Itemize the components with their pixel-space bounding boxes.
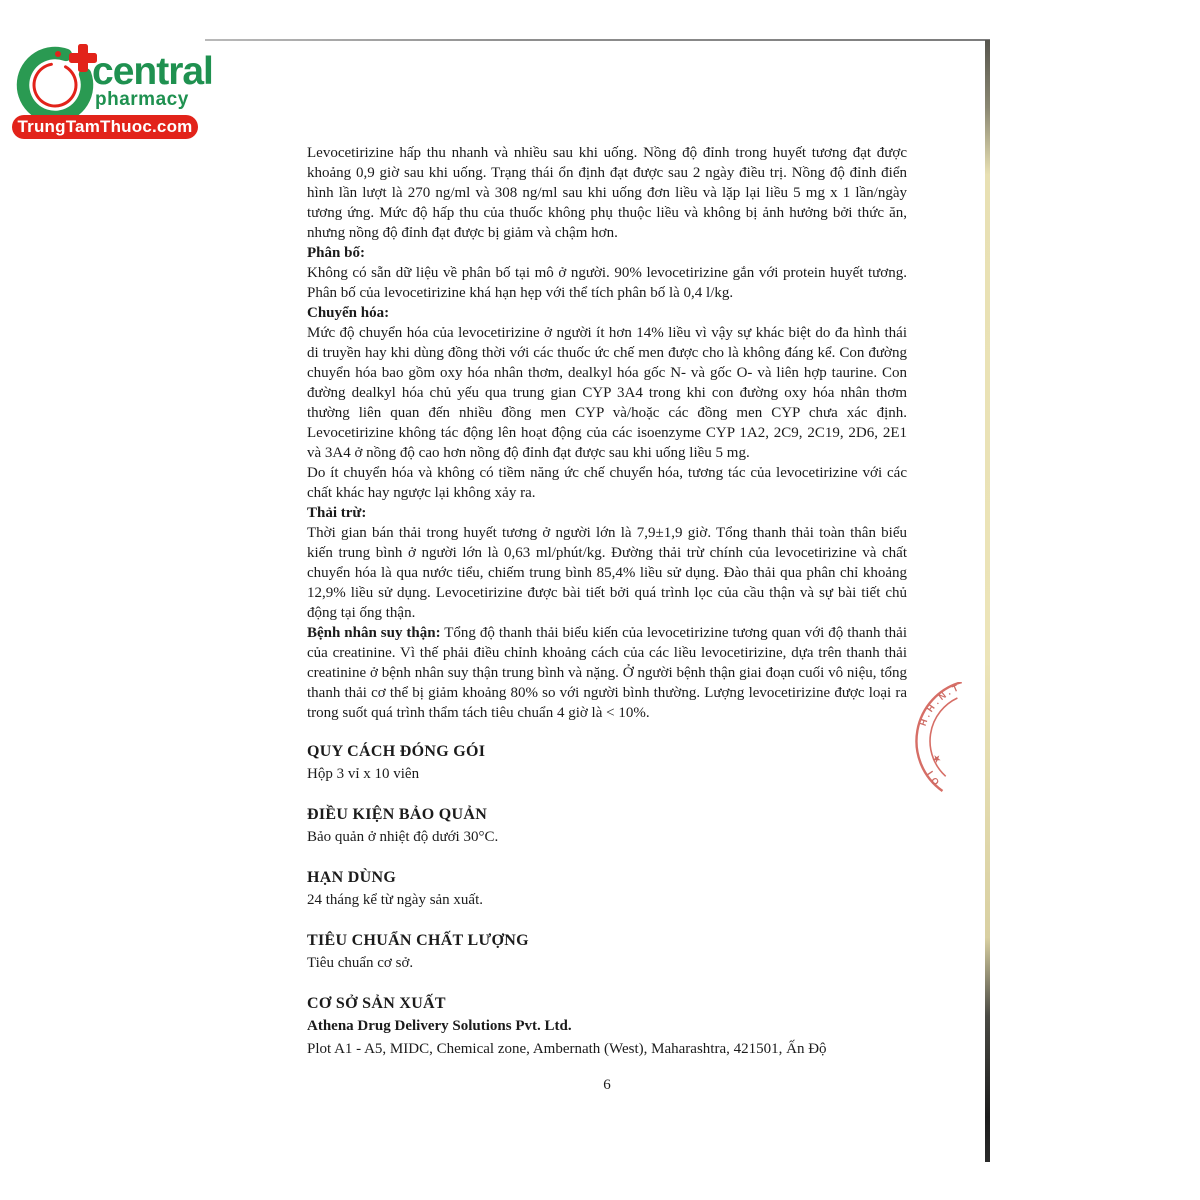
paragraph-chuyen-hoa-2: Do ít chuyển hóa và không có tiềm năng ức chế chuyển hóa, tương tác của levocetirizine với các chất khác hay ngược lại không xảy ra. — [307, 465, 907, 501]
section-packaging — [307, 740, 907, 786]
manufacturer-address: Plot A1 - A5, MIDC, Chemical zone, Ambernath (West), Maharashtra, 421501, Ấn Độ — [307, 1041, 827, 1057]
section-quality-standard-body: Tiêu chuẩn cơ sở. — [307, 955, 414, 971]
central-pharmacy-logo — [10, 34, 225, 144]
logo-website-badge: TrungTamThuoc.com — [12, 115, 198, 139]
manufacturer-name: Athena Drug Delivery Solutions Pvt. Ltd. — [307, 1018, 572, 1034]
svg-text:I: I — [925, 769, 936, 777]
section-packaging-title: QUY CÁCH ĐÓNG GÓI — [307, 743, 486, 760]
section-storage-title: ĐIỀU KIỆN BẢO QUẢN — [307, 806, 488, 823]
heading-suy-than: Bệnh nhân suy thận: — [307, 625, 441, 641]
red-seal-stamp-icon — [910, 682, 978, 798]
document-text — [307, 143, 907, 1095]
section-shelf-life-title: HẠN DÙNG — [307, 869, 397, 886]
page-top-edge — [205, 39, 990, 41]
svg-text:.: . — [931, 697, 941, 707]
svg-text:.: . — [945, 686, 953, 697]
section-quality-standard-title: TIÊU CHUẨN CHẤT LƯỢNG — [307, 932, 529, 949]
section-shelf-life-body: 24 tháng kể từ ngày sản xuất. — [307, 892, 484, 908]
svg-text:H: H — [924, 702, 937, 714]
paragraph-thai-tru: Thời gian bán thải trong huyết tương ở người lớn là 7,9±1,9 giờ. Tổng thanh thải toàn thân biểu kiến trung bình ở người lớn là 0,63 ml/phút/kg. Đường thải trừ chính của levocetirizine và chất chuyển hóa là qua nước tiểu, chiếm trung bình 85,4% liều sử dụng. Đào thải qua phân chỉ khoảng 12,9% liều sử dụng. Levocetirizine được bài tiết bởi quá trình lọc của cầu thận và sự bài tiết chủ động tại ống thận. — [307, 525, 907, 621]
svg-text:H: H — [917, 717, 930, 728]
svg-text:.: . — [921, 711, 932, 719]
page-number: 6 — [603, 1077, 611, 1093]
section-storage-body: Bảo quản ở nhiệt độ dưới 30°C. — [307, 829, 499, 845]
section-shelf-life — [307, 866, 907, 912]
paragraph-phan-bo: Không có sẵn dữ liệu về phân bố tại mô ở người. 90% levocetirizine gắn với protein huyết tương. Phân bố của levocetirizine khá hạn hẹp với thể tích phân bố là 0,4 l/kg. — [307, 265, 907, 301]
paragraph-chuyen-hoa: Mức độ chuyển hóa của levocetirizine ở người ít hơn 14% liều vì vậy sự khác biệt do đa hình thái di truyền hay khi dùng đồng thời với các thuốc ức chế men được cho là không đáng kể. Con đường chuyển hóa bao gồm oxy hóa nhân thơm, dealkyl hóa gốc N- và gốc O- và liên hợp taurine. Con đường dealkyl hóa chủ yếu qua trung gian CYP 3A4 trong khi con đường oxy hóa nhân thơm thường liên quan đến nhiều đồng men CYP và/hoặc các đồng men CYP chưa xác định. Levocetirizine không tác động lên hoạt động của các isoenzyme CYP 1A2, 2C9, 2C19, 2D6, 2E1 và 3A4 ở nồng độ cao hơn nồng độ đỉnh đạt được sau khi uống liều 5 mg. — [307, 325, 907, 461]
svg-text:O: O — [929, 775, 942, 788]
page-right-edge — [985, 40, 990, 1162]
section-manufacturer — [307, 992, 907, 1061]
svg-text:N: N — [936, 690, 948, 703]
logo-subtitle-text: pharmacy — [95, 89, 189, 110]
heading-chuyen-hoa: Chuyển hóa: — [307, 305, 390, 321]
section-quality-standard — [307, 929, 907, 975]
section-storage — [307, 803, 907, 849]
logo-brand-text: central — [92, 50, 213, 93]
svg-text:T: T — [950, 682, 960, 695]
heading-phan-bo: Phân bố: — [307, 245, 365, 261]
paragraph-suy-than: Bệnh nhân suy thận: Tổng độ thanh thải biểu kiến của levocetirizine tương quan với độ thanh thải của creatinine. Vì thế phải điều chỉnh khoảng cách của các liều levocetirizine, dựa trên thanh thải creatinine ở bệnh nhân suy thận trung bình và nặng. Ở người bệnh thận giai đoạn cuối vô niệu, tổng thanh thải cơ thể bị giảm khoảng 80% so với người bình thường. Lượng levocetirizine được loại ra trong suốt quá trình thẩm tách tiêu chuẩn 4 giờ là < 10%. — [307, 625, 907, 721]
svg-text:★: ★ — [930, 753, 943, 764]
paragraph-absorption: Levocetirizine hấp thu nhanh và nhiều sau khi uống. Nồng độ đỉnh trong huyết tương đạt được khoảng 0,9 giờ sau khi uống. Trạng thái ổn định đạt được sau 2 ngày điều trị. Nồng độ đỉnh điển hình lần lượt là 270 ng/ml và 308 ng/ml sau khi uống đơn liều và lặp lại liều 5 mg x 1 lần/ngày tương ứng. Mức độ hấp thu của thuốc không phụ thuộc liều và không bị ảnh hưởng bởi thức ăn, nhưng nồng độ đỉnh đạt được bị giảm và chậm hơn. — [307, 145, 907, 241]
section-manufacturer-title: CƠ SỞ SẢN XUẤT — [307, 995, 446, 1012]
section-packaging-body: Hộp 3 vỉ x 10 viên — [307, 766, 420, 782]
heading-thai-tru: Thải trừ: — [307, 505, 367, 521]
